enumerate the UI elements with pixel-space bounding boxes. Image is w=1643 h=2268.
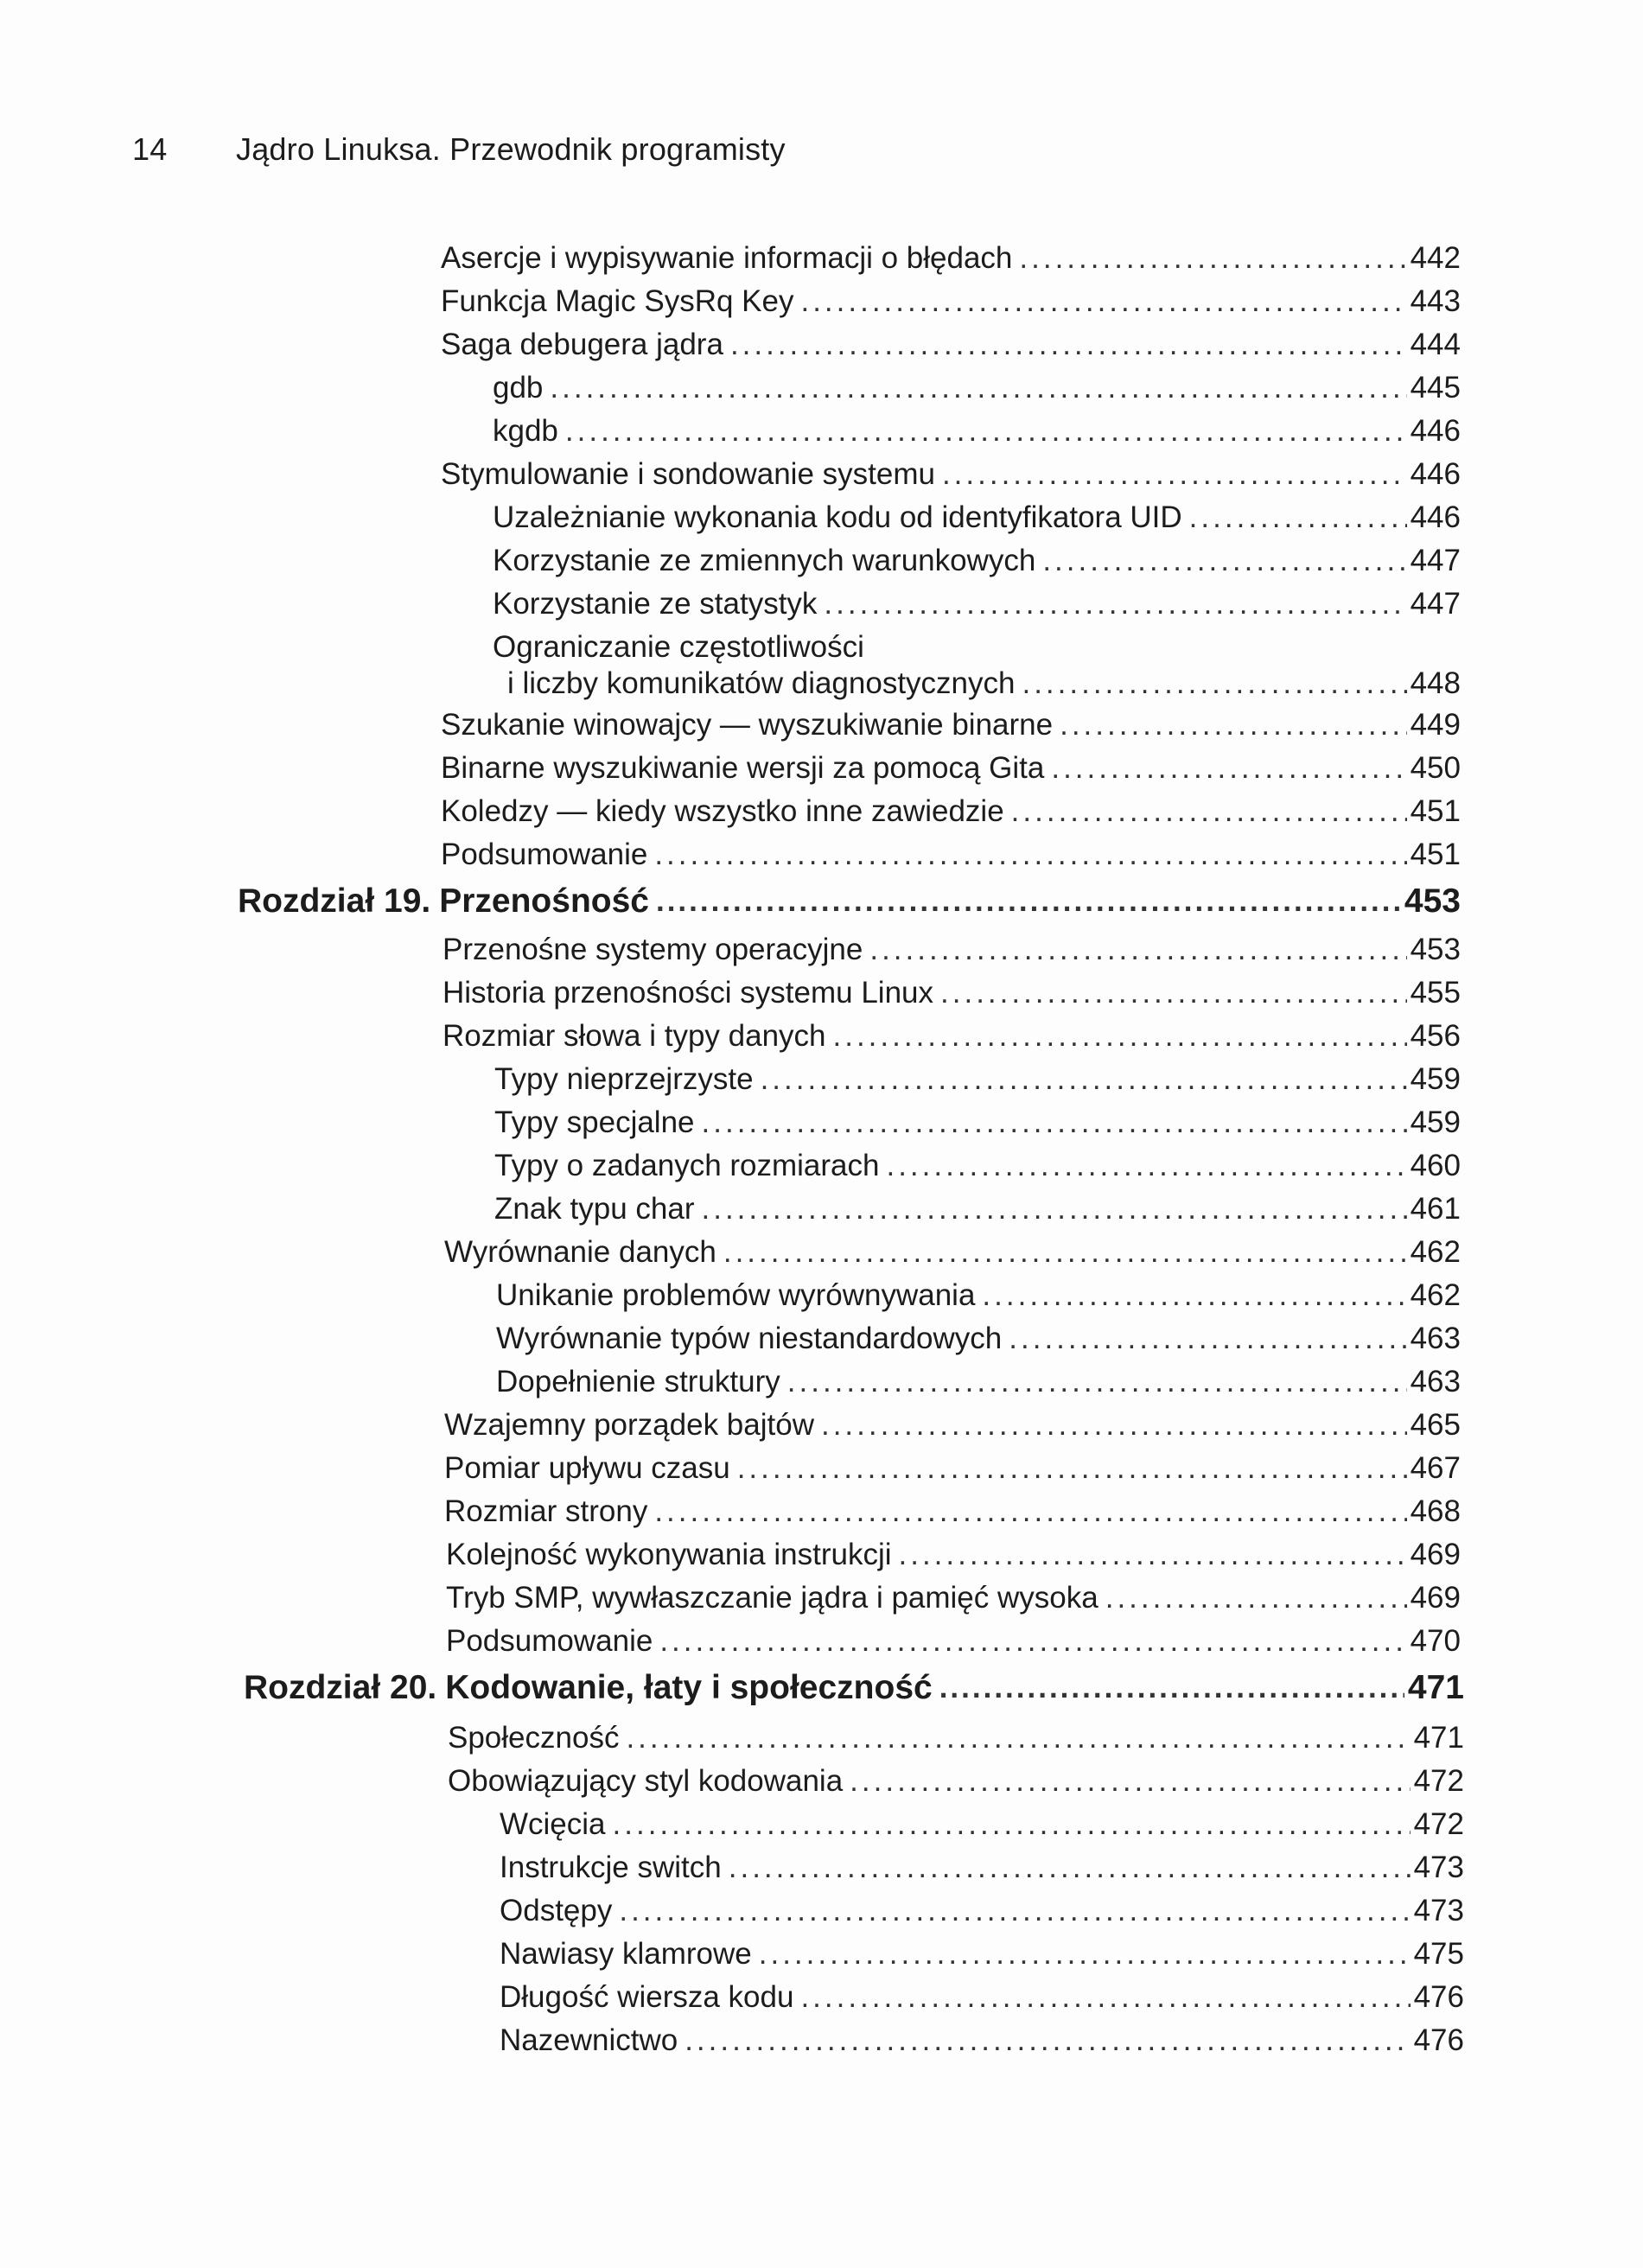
dot-leader: [626, 1720, 1410, 1756]
toc-page-number: 449: [1410, 708, 1461, 742]
toc-chapter-19[interactable]: [238, 883, 1461, 920]
dot-leader: [800, 284, 1406, 320]
chapter-label: Rozdział 19.: [238, 882, 431, 920]
toc-page-number: 451: [1410, 838, 1461, 871]
toc-entry[interactable]: Historia przenośności systemu Linux ..... 455: [443, 975, 1461, 1011]
dot-leader: [565, 413, 1407, 449]
toc-entry[interactable]: Przenośne systemy operacyjne ..... 453: [443, 932, 1461, 968]
toc-page-number: 476: [1413, 1980, 1464, 2014]
toc-page-number: 446: [1410, 500, 1461, 534]
toc-page-number: 448: [1410, 666, 1461, 700]
dot-leader: [550, 370, 1406, 406]
toc-subentry[interactable]: Nazewnictwo ..... 476: [500, 2023, 1464, 2059]
dot-leader: [940, 975, 1407, 1011]
dot-leader: [685, 2023, 1410, 2059]
toc-entry[interactable]: Kolejność wykonywania instrukcji ..... 469: [446, 1537, 1461, 1573]
toc-entry[interactable]: Binarne wyszukiwanie wersji za pomocą Gita ..... 450: [441, 750, 1461, 787]
dot-leader: [702, 1105, 1407, 1141]
toc-page-number: 467: [1410, 1451, 1461, 1485]
toc-entry[interactable]: Tryb SMP, wywłaszczanie jądra i pamięć wysoka ..... 469: [446, 1580, 1461, 1616]
toc-page-number: 468: [1410, 1494, 1461, 1528]
dot-leader: [1009, 1321, 1406, 1357]
toc-entry[interactable]: Wyrównanie danych ..... 462: [444, 1234, 1461, 1271]
chapter-title: Kodowanie, łaty i społeczność: [445, 1669, 933, 1706]
toc-page-number: 446: [1410, 457, 1461, 491]
toc-subentry[interactable]: Korzystanie ze zmiennych warunkowych ..... 447: [493, 543, 1461, 579]
toc-subentry[interactable]: Wcięcia ..... 472: [500, 1806, 1464, 1843]
toc-entry[interactable]: Podsumowanie ..... 451: [441, 837, 1461, 873]
dot-leader: [942, 456, 1407, 493]
toc-subentry[interactable]: Długość wiersza kodu ..... 476: [500, 1979, 1464, 2016]
toc-page-number: 446: [1410, 414, 1461, 448]
toc-subentry[interactable]: [493, 629, 1461, 702]
toc-page-number: 473: [1413, 1851, 1464, 1884]
dot-leader: [850, 1763, 1410, 1800]
dot-leader: [730, 327, 1407, 363]
toc-page-number: 460: [1410, 1149, 1461, 1182]
toc-page-number: 465: [1410, 1408, 1461, 1442]
toc-page-number: 447: [1410, 587, 1461, 621]
toc-subentry[interactable]: gdb ..... 445: [493, 370, 1461, 406]
toc-page-number: 475: [1413, 1937, 1464, 1971]
toc-subentry[interactable]: kgdb ..... 446: [493, 413, 1461, 449]
toc-page-number: 453: [1404, 882, 1461, 920]
chapter-label: Rozdział 20.: [244, 1669, 437, 1706]
running-header: [132, 131, 786, 168]
toc-chapter-20[interactable]: [244, 1670, 1464, 1706]
toc-page-number: 459: [1410, 1062, 1461, 1096]
dot-leader: [759, 1936, 1411, 1972]
title-line-1: Ograniczanie częstotliwości: [493, 630, 864, 664]
toc-subentry[interactable]: Nawiasy klamrowe ..... 475: [500, 1936, 1464, 1972]
dot-leader: [613, 1806, 1411, 1843]
toc-page-number: 463: [1410, 1365, 1461, 1398]
toc-page-number: 470: [1410, 1624, 1461, 1658]
toc-entry[interactable]: Wzajemny porządek bajtów ..... 465: [444, 1407, 1461, 1443]
toc-entry[interactable]: Obowiązujący styl kodowania ..... 472: [448, 1763, 1464, 1800]
toc-entry[interactable]: Koledzy — kiedy wszystko inne zawiedzie ..... 451: [441, 793, 1461, 830]
toc-page-number: 455: [1410, 976, 1461, 1010]
dot-leader: [1022, 666, 1406, 702]
dot-leader: [761, 1061, 1407, 1098]
dot-leader: [1011, 793, 1407, 830]
toc-page-number: 472: [1413, 1764, 1464, 1798]
toc-page-number: 469: [1410, 1581, 1461, 1615]
toc-page-number: 451: [1410, 794, 1461, 828]
dot-leader: [1051, 750, 1406, 787]
toc-subentry[interactable]: Odstępy ..... 473: [500, 1893, 1464, 1929]
dot-leader: [1189, 500, 1407, 536]
toc-page-number: 445: [1410, 371, 1461, 405]
toc-subentry[interactable]: Dopełnienie struktury ..... 463: [496, 1364, 1461, 1400]
toc-subentry[interactable]: Typy nieprzejrzyste ..... 459: [494, 1061, 1461, 1098]
dot-leader: [619, 1893, 1410, 1929]
toc-entry[interactable]: Rozmiar słowa i typy danych ..... 456: [443, 1018, 1461, 1054]
toc-page-number: 453: [1410, 933, 1461, 966]
page-number: 14: [132, 131, 168, 167]
toc-subentry[interactable]: Typy specjalne ..... 459: [494, 1105, 1461, 1141]
dot-leader: [982, 1277, 1406, 1314]
toc-page-number: 461: [1410, 1192, 1461, 1226]
dot-leader: [833, 1018, 1407, 1054]
toc-page-number: 462: [1410, 1278, 1461, 1312]
dot-leader: [654, 837, 1406, 873]
dot-leader: [654, 1494, 1406, 1530]
toc-page-number: 442: [1410, 241, 1461, 275]
toc-subentry[interactable]: Uzależnianie wykonania kodu od identyfikatora UID ..... 446: [493, 500, 1461, 536]
dot-leader: [656, 883, 1401, 920]
book-title: Jądro Linuksa. Przewodnik programisty: [236, 131, 786, 167]
toc-entry[interactable]: Szukanie winowajcy — wyszukiwanie binarne ..... 449: [441, 707, 1461, 743]
toc-subentry[interactable]: Wyrównanie typów niestandardowych ..... 463: [496, 1321, 1461, 1357]
dot-leader: [1042, 543, 1406, 579]
toc-entry[interactable]: Społeczność ..... 471: [448, 1720, 1464, 1756]
toc-page-number: 476: [1413, 2023, 1464, 2057]
toc-subentry[interactable]: Typy o zadanych rozmiarach ..... 460: [494, 1148, 1461, 1184]
toc-entry[interactable]: Funkcja Magic SysRq Key ..... 443: [441, 284, 1461, 320]
toc-page-number: 472: [1413, 1807, 1464, 1841]
toc-page-number: 473: [1413, 1894, 1464, 1927]
dot-leader: [1019, 240, 1406, 277]
toc-entry[interactable]: Rozmiar strony ..... 468: [444, 1494, 1461, 1530]
toc-entry[interactable]: Saga debugera jądra ..... 444: [441, 327, 1461, 363]
dot-leader: [1105, 1580, 1407, 1616]
toc-page-number: 463: [1410, 1322, 1461, 1355]
dot-leader: [899, 1537, 1407, 1573]
dot-leader: [869, 932, 1406, 968]
dot-leader: [1060, 707, 1406, 743]
toc-entry[interactable]: Stymulowanie i sondowanie systemu ..... 446: [441, 456, 1461, 493]
toc-page-number: 450: [1410, 751, 1461, 785]
dot-leader: [824, 586, 1406, 622]
dot-leader: [886, 1148, 1406, 1184]
toc-page-number: 447: [1410, 544, 1461, 577]
dot-leader: [723, 1234, 1407, 1271]
chapter-title: Przenośność: [439, 882, 649, 920]
toc-page-number: 459: [1410, 1105, 1461, 1139]
dot-leader: [737, 1450, 1407, 1487]
toc-entry[interactable]: Pomiar upływu czasu ..... 467: [444, 1450, 1461, 1487]
toc-page-number: 469: [1410, 1538, 1461, 1571]
toc-page-number: 456: [1410, 1019, 1461, 1053]
toc-page-number: 462: [1410, 1235, 1461, 1269]
dot-leader: [787, 1364, 1407, 1400]
toc-page-number: 444: [1410, 328, 1461, 361]
toc-subentry[interactable]: Instrukcje switch ..... 473: [500, 1850, 1464, 1886]
dot-leader: [659, 1623, 1406, 1660]
dot-leader: [702, 1191, 1407, 1227]
toc-entry[interactable]: Asercje i wypisywanie informacji o błędach ..... 442: [441, 240, 1461, 277]
toc-subentry[interactable]: Znak typu char ..... 461: [494, 1191, 1461, 1227]
dot-leader: [800, 1979, 1410, 2016]
title-line-2: i liczby komunikatów diagnostycznych: [507, 666, 1016, 700]
toc-entry[interactable]: Podsumowanie ..... 470: [446, 1623, 1461, 1660]
toc-page-number: 443: [1410, 284, 1461, 318]
toc-page-number: 471: [1407, 1669, 1464, 1706]
dot-leader: [729, 1850, 1411, 1886]
toc-subentry[interactable]: Korzystanie ze statystyk ..... 447: [493, 586, 1461, 622]
dot-leader: [939, 1670, 1404, 1706]
dot-leader: [821, 1407, 1407, 1443]
toc-page-number: 471: [1413, 1721, 1464, 1755]
toc-subentry[interactable]: Unikanie problemów wyrównywania ..... 462: [496, 1277, 1461, 1314]
